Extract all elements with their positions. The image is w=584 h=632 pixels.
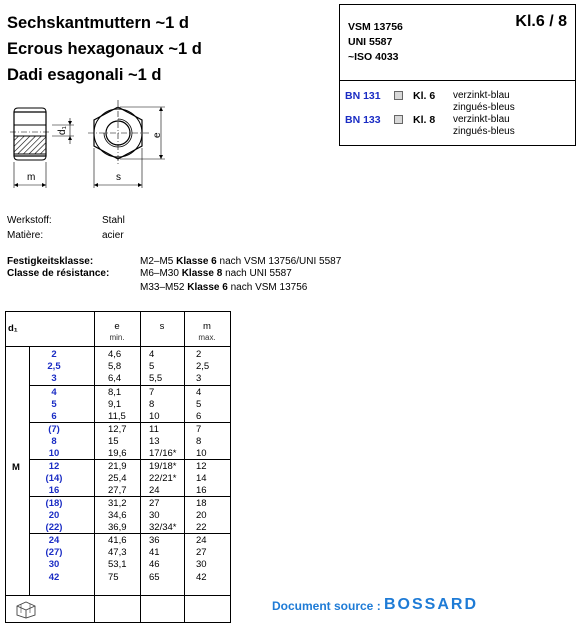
- table-cell-e: 9,1: [108, 399, 122, 411]
- table-cell-m: 3: [196, 373, 202, 385]
- table-cell-m: 42: [196, 571, 207, 583]
- table-cell-s: 46: [149, 559, 160, 571]
- table-cell-e: 75: [108, 571, 119, 583]
- header-s: s: [159, 321, 165, 332]
- table-cell-s: 17/16*: [149, 448, 177, 460]
- cube-3d-icon: [15, 599, 37, 619]
- table-cell-s: 10: [149, 411, 160, 423]
- strength-norm: nach VSM 13756/UNI 5587: [219, 256, 342, 267]
- side-view: [10, 108, 74, 188]
- standards-box: [339, 4, 576, 81]
- table-cell-e: 41,6: [108, 535, 127, 546]
- table-cell-m: 30: [196, 559, 207, 571]
- bn-row[interactable]: [345, 114, 575, 140]
- standard-line: VSM 13756: [348, 21, 403, 33]
- strength-norm: nach VSM 13756: [230, 282, 308, 293]
- strength-range: M33–M52: [140, 282, 185, 293]
- dimension-e-label: e: [152, 132, 163, 138]
- table-cell-s: 32/34*: [149, 522, 177, 534]
- table-cell-e: 11,5: [108, 411, 126, 423]
- hex-nut-drawing: [0, 92, 180, 192]
- thread-size-cell: 12: [48, 461, 60, 472]
- title-block: [7, 10, 202, 88]
- thread-size-cell: 30: [48, 559, 60, 571]
- strength-class: Klasse 6: [187, 282, 228, 293]
- thread-size-cell: 16: [48, 485, 60, 497]
- thread-size-cell: 4: [51, 387, 57, 398]
- thread-size-cell: (18): [45, 498, 63, 509]
- bn-number[interactable]: BN 133: [345, 114, 381, 126]
- thread-size-cell: (14): [45, 473, 63, 485]
- thread-size-cell: 24: [48, 535, 60, 546]
- table-cell-e: 53,1: [108, 559, 127, 571]
- thread-size-cell: 8: [51, 436, 57, 448]
- table-cell-m: 12: [196, 461, 207, 472]
- table-cell-m: 24: [196, 535, 207, 546]
- table-cell-m: 27: [196, 547, 207, 559]
- material-label-german: Werkstoff:: [7, 215, 52, 226]
- table-cell-m: 22: [196, 522, 207, 534]
- standard-line: UNI 5587: [348, 36, 393, 48]
- thread-size-cell: 10: [48, 448, 60, 460]
- title-german: Sechskantmuttern ~1 d: [7, 14, 190, 32]
- thread-size-cell: 6: [51, 411, 57, 423]
- table-cell-e: 21,9: [108, 461, 127, 472]
- bn-checkbox[interactable]: [394, 91, 403, 100]
- thread-size-cell: 2,5: [47, 361, 61, 373]
- title-french: Ecrous hexagonaux ~1 d: [7, 40, 202, 58]
- header-d1: d₁: [8, 323, 18, 334]
- strength-row: [140, 256, 341, 267]
- table-cell-e: 15: [108, 436, 119, 448]
- thread-size-cell: 3: [51, 373, 57, 385]
- thread-prefix: M: [12, 462, 20, 473]
- bossard-logo: BOSSARD: [384, 596, 479, 613]
- material-value-german: Stahl: [102, 215, 125, 226]
- dimension-table: [5, 311, 231, 623]
- thread-size-cell: 5: [51, 399, 57, 411]
- bn-finish-german: verzinkt-blau: [453, 114, 510, 125]
- table-cell-m: 16: [196, 485, 207, 497]
- bn-checkbox[interactable]: [394, 115, 403, 124]
- table-cell-s: 41: [149, 547, 160, 559]
- header-e: e: [114, 321, 120, 332]
- table-cell-e: 5,8: [108, 361, 122, 373]
- table-cell-m: 6: [196, 411, 202, 423]
- bn-finish-french: zingués-bleus: [453, 102, 515, 113]
- standard-line: ~ISO 4033: [348, 51, 399, 63]
- table-cell-s: 36: [149, 535, 160, 546]
- table-cell-m: 5: [196, 399, 202, 411]
- table-cell-s: 5,5: [149, 373, 163, 385]
- strength-range: M2–M5: [140, 256, 174, 267]
- table-cell-m: 4: [196, 387, 202, 398]
- dimension-d1-label: d₁: [57, 126, 68, 135]
- strength-norm: nach UNI 5587: [225, 268, 292, 279]
- strength-class: Klasse 6: [176, 256, 217, 267]
- table-cell-e: 47,3: [108, 547, 127, 559]
- table-cell-s: 8: [149, 399, 155, 411]
- table-cell-s: 65: [149, 571, 160, 583]
- material-value-french: acier: [102, 230, 124, 241]
- table-cell-s: 11: [149, 424, 159, 435]
- thread-size-cell: 20: [48, 510, 60, 522]
- table-cell-s: 24: [149, 485, 160, 497]
- strength-label-german: Festigkeitsklasse:: [7, 256, 94, 267]
- bn-number[interactable]: BN 131: [345, 90, 381, 102]
- bn-finish-german: verzinkt-blau: [453, 90, 510, 101]
- table-cell-s: 7: [149, 387, 155, 398]
- strength-label-french: Classe de résistance:: [7, 268, 110, 279]
- thread-size-cell: (27): [45, 547, 63, 559]
- table-cell-e: 31,2: [108, 498, 127, 509]
- table-cell-e: 4,6: [108, 349, 122, 360]
- strength-row: [140, 282, 307, 293]
- document-source-label: Document source :: [272, 599, 381, 613]
- dimension-m-label: m: [27, 172, 36, 183]
- table-cell-e: 36,9: [108, 522, 127, 534]
- table-cell-s: 30: [149, 510, 160, 522]
- table-cell-m: 2,5: [196, 361, 210, 373]
- header-m-sub: max.: [198, 333, 216, 342]
- table-cell-m: 8: [196, 436, 202, 448]
- table-cell-s: 5: [149, 361, 155, 373]
- table-cell-e: 27,7: [108, 485, 127, 497]
- bn-finish: [453, 114, 515, 138]
- bn-class: Kl. 8: [413, 114, 436, 126]
- thread-size-cell: (22): [45, 522, 63, 534]
- material-label-french: Matière:: [7, 230, 44, 241]
- table-cell-m: 7: [196, 424, 202, 435]
- thread-size-cell: 2: [51, 349, 57, 360]
- bn-finish-french: zingués-bleus: [453, 126, 515, 137]
- thread-size-cell: 42: [48, 571, 60, 583]
- table-cell-e: 8,1: [108, 387, 122, 398]
- table-cell-e: 34,6: [108, 510, 127, 522]
- table-cell-s: 27: [149, 498, 160, 509]
- table-cell-e: 12,7: [108, 424, 127, 435]
- table-cell-m: 14: [196, 473, 207, 485]
- thread-size-cell: (7): [48, 424, 60, 435]
- strength-class: Klasse 8: [181, 268, 223, 279]
- table-cell-e: 19,6: [108, 448, 127, 460]
- table-cell-s: 13: [149, 436, 160, 448]
- dimension-s-label: s: [116, 172, 121, 183]
- table-cell-m: 10: [196, 448, 207, 460]
- title-italian: Dadi esagonali ~1 d: [7, 66, 162, 84]
- table-cell-m: 2: [196, 349, 202, 360]
- bn-row[interactable]: [345, 90, 575, 116]
- bn-finish: [453, 90, 515, 114]
- table-cell-e: 6,4: [108, 373, 122, 385]
- bn-class: Kl. 6: [413, 90, 436, 102]
- strength-row: [140, 268, 292, 279]
- table-cell-m: 20: [196, 510, 207, 522]
- strength-range: M6–M30: [140, 268, 179, 279]
- front-view: [88, 100, 165, 188]
- table-cell-m: 18: [196, 498, 207, 509]
- strength-class-label: Kl.6 / 8: [515, 13, 567, 30]
- header-m: m: [203, 321, 211, 332]
- table-cell-s: 19/18*: [149, 461, 177, 472]
- table-cell-s: 4: [149, 349, 155, 360]
- table-cell-e: 25,4: [108, 473, 127, 485]
- header-e-sub: min.: [109, 333, 125, 342]
- article-number-box: [339, 80, 576, 146]
- table-cell-s: 22/21*: [149, 473, 177, 485]
